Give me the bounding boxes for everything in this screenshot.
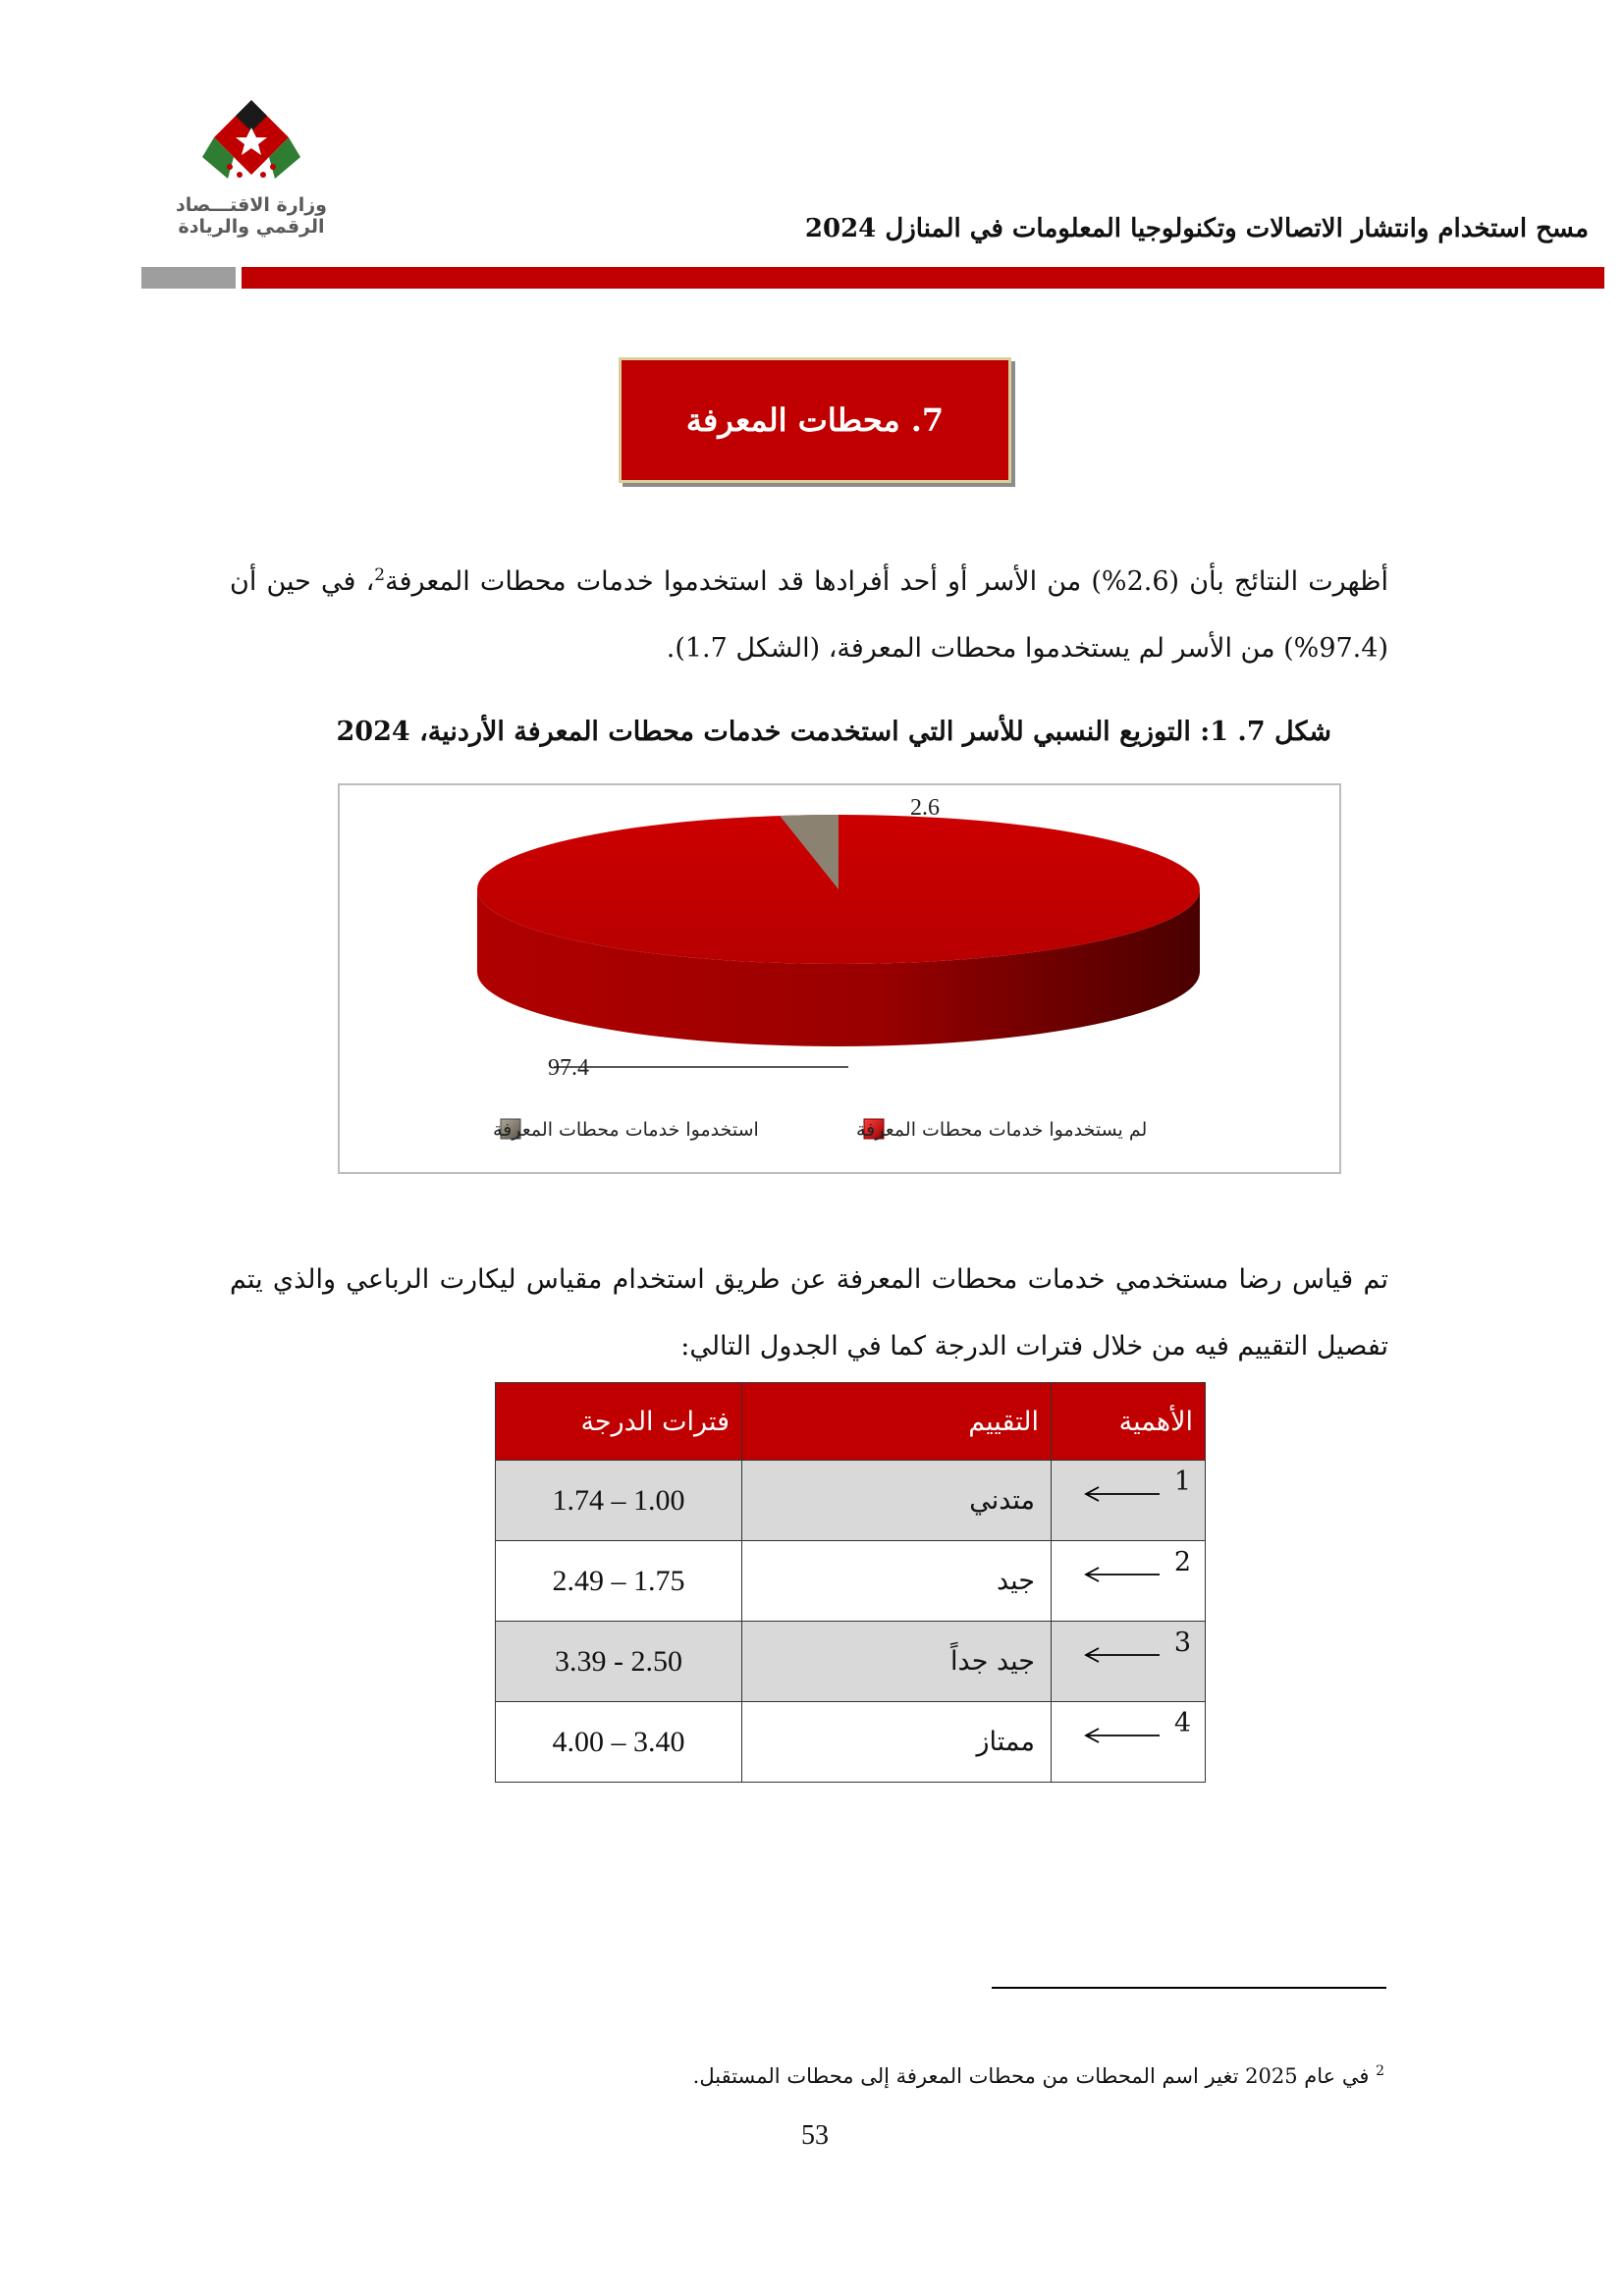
importance-cell xyxy=(1052,1541,1206,1622)
chart-legend xyxy=(493,1119,1147,1141)
header-importance: الأهمية xyxy=(1052,1383,1206,1461)
pie-label-not-used: 97.4 xyxy=(548,1055,589,1081)
importance-number: 2 xyxy=(1173,1547,1191,1577)
pie-label-used: 2.6 xyxy=(910,795,940,821)
importance-cell xyxy=(1052,1461,1206,1541)
legend-label-used: استخدموا خدمات محطات المعرفة xyxy=(493,1119,759,1141)
footnote-ref: 2 xyxy=(374,565,386,585)
pie-chart-svg xyxy=(340,785,1339,1172)
table-row xyxy=(496,1541,1206,1622)
footnote-separator xyxy=(992,1987,1386,1989)
logo-text-line-2: الرقمي والريادة xyxy=(178,216,325,238)
section-heading-box xyxy=(619,357,1011,483)
footnote-marker: 2 xyxy=(1376,2063,1384,2079)
figure-caption: شكل 7. 1: التوزيع النسبي للأسر التي استخدمت خدمات محطات المعرفة الأردنية، 2024 xyxy=(336,717,1331,747)
pie-chart xyxy=(338,783,1341,1174)
arrow-left-icon xyxy=(1083,1567,1162,1582)
rating-cell: جيد جداً xyxy=(742,1622,1052,1702)
rating-cell: متدني xyxy=(742,1461,1052,1541)
importance-cell xyxy=(1052,1702,1206,1783)
rating-cell: جيد xyxy=(742,1541,1052,1622)
footnote-text: في عام 2025 تغير اسم المحطات من محطات المعرفة إلى محطات المستقبل. xyxy=(692,2064,1370,2088)
logo-text-line-1: وزارة الاقتـــصاد xyxy=(176,194,327,216)
legend-label-not-used: لم يستخدموا خدمات محطات المعرفة xyxy=(856,1119,1148,1141)
likert-paragraph: تم قياس رضا مستخدمي خدمات محطات المعرفة عن طريق استخدام مقياس ليكارت الرباعي والذي يتم تفصيل التقييم فيه من خلال فترات الدرجة كما في الجدول التالي: xyxy=(230,1264,1388,1362)
range-cell: 2.49 – 1.75 xyxy=(496,1541,742,1622)
page-number: 53 xyxy=(801,2120,829,2151)
table-row xyxy=(496,1461,1206,1541)
range-cell: 1.74 – 1.00 xyxy=(496,1461,742,1541)
range-cell: 3.39 - 2.50 xyxy=(496,1622,742,1702)
section-heading: 7. محطات المعرفة xyxy=(685,401,945,439)
importance-cell xyxy=(1052,1622,1206,1702)
intro-text-1: أظهرت النتائج بأن (2.6%) من الأسر أو أحد أفرادها قد استخدموا خدمات محطات المعرفة xyxy=(385,566,1389,597)
table-row xyxy=(496,1702,1206,1783)
header-rating: التقييم xyxy=(742,1383,1052,1461)
importance-number: 4 xyxy=(1173,1708,1191,1738)
header-title: مسح استخدام وانتشار الاتصالات وتكنولوجيا المعلومات في المنازل 2024 xyxy=(804,214,1589,243)
header-rule-red xyxy=(242,267,1604,289)
range-cell: 4.00 – 3.40 xyxy=(496,1702,742,1783)
importance-number: 1 xyxy=(1173,1467,1191,1497)
footnote xyxy=(693,2063,1384,2088)
arrow-left-icon xyxy=(1083,1647,1162,1663)
header-range: فترات الدرجة xyxy=(496,1383,742,1461)
table-header-row xyxy=(496,1383,1206,1461)
importance-number: 3 xyxy=(1173,1628,1191,1658)
intro-paragraph xyxy=(230,542,1388,682)
arrow-left-icon xyxy=(1083,1486,1162,1502)
table-row xyxy=(496,1622,1206,1702)
rating-cell: ممتاز xyxy=(742,1702,1052,1783)
header-rule-grey xyxy=(141,267,236,289)
intro-text-2: ، في حين أن (97.4%) من الأسر لم يستخدموا محطات المعرفة، (الشكل 1.7). xyxy=(230,566,1388,664)
rating-scale-table xyxy=(495,1382,1206,1783)
arrow-left-icon xyxy=(1083,1728,1162,1743)
logo-text xyxy=(173,194,330,238)
